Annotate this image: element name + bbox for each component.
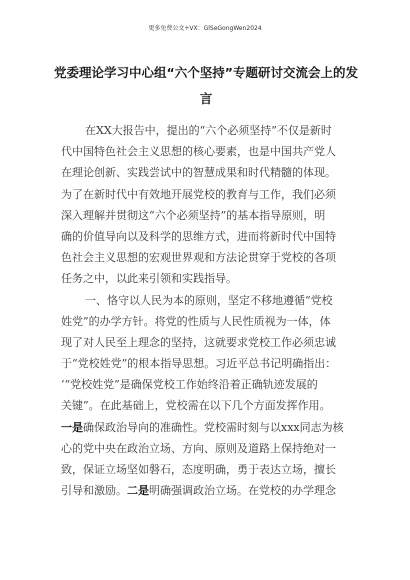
header-note: 更多免费公文+VX：GlSeGongWen2024 <box>148 25 262 32</box>
body-line: 在XX大报告中，提出的“六个必须坚持”不仅是新时 <box>85 124 332 137</box>
title-line-1: 党委理论学习中心组“六个坚持”专题研讨交流会上的发 <box>54 65 358 80</box>
bold-lead: 一是 <box>61 420 83 434</box>
body-line: 一是确保政治导向的准确性。党校需时刻与以xxx同志为核 <box>61 420 344 434</box>
body-line: 为了在新时代中有效地开展党校的教育与工作，我们必须 <box>61 187 336 201</box>
body-line: 致，保证立场坚如磐石，态度明确，勇于表达立场，擅长 <box>61 463 336 476</box>
bold-lead: 二是 <box>127 484 149 498</box>
body-line: 心的党中央在政治立场、方向、原则及道路上保持绝对一 <box>61 441 336 455</box>
body-line: 一、恪守以人民为本的原则，坚定不移地遵循“党校 <box>85 293 333 307</box>
body-line: 在理论创新、实践尝试中的智慧成果和时代精髓的体现。 <box>61 166 336 180</box>
body-line: 姓党”的办学方针。将党的性质与人民性质视为一体，体 <box>61 314 331 328</box>
document-title <box>50 60 362 112</box>
body-line: 深入理解并贯彻这“六个必须坚持”的基本指导原则，明 <box>61 208 326 222</box>
body-line: 确的价值导向以及科学的思维方式，进而将新时代中国特 <box>61 229 336 243</box>
body-line: 现了对人民至上理念的坚持，这就要求党校工作必须忠诚 <box>61 335 336 349</box>
body-line: 关键”。在此基础上，党校需在以下几个方面发挥作用。 <box>61 399 331 413</box>
body-line: 任务之中，以此来引领和实践指导。 <box>61 272 237 286</box>
body-line: ‘“党校姓党”是确保党校工作始终沿着正确轨迹发展的 <box>61 378 318 392</box>
body-line: 引导和激励。二是明确强调政治立场。在党校的办学理念 <box>61 484 336 498</box>
document-body <box>61 120 351 501</box>
body-line: 代中国特色社会主义思想的核心要素，也是中国共产党人 <box>61 145 336 159</box>
body-line: 于“党校姓党”的根本指导思想。习近平总书记明确指出： <box>61 357 337 371</box>
body-line: 色社会主义思想的宏观世界观和方法论贯穿于党校的各项 <box>61 251 336 265</box>
title-line-2: 言 <box>199 91 213 106</box>
